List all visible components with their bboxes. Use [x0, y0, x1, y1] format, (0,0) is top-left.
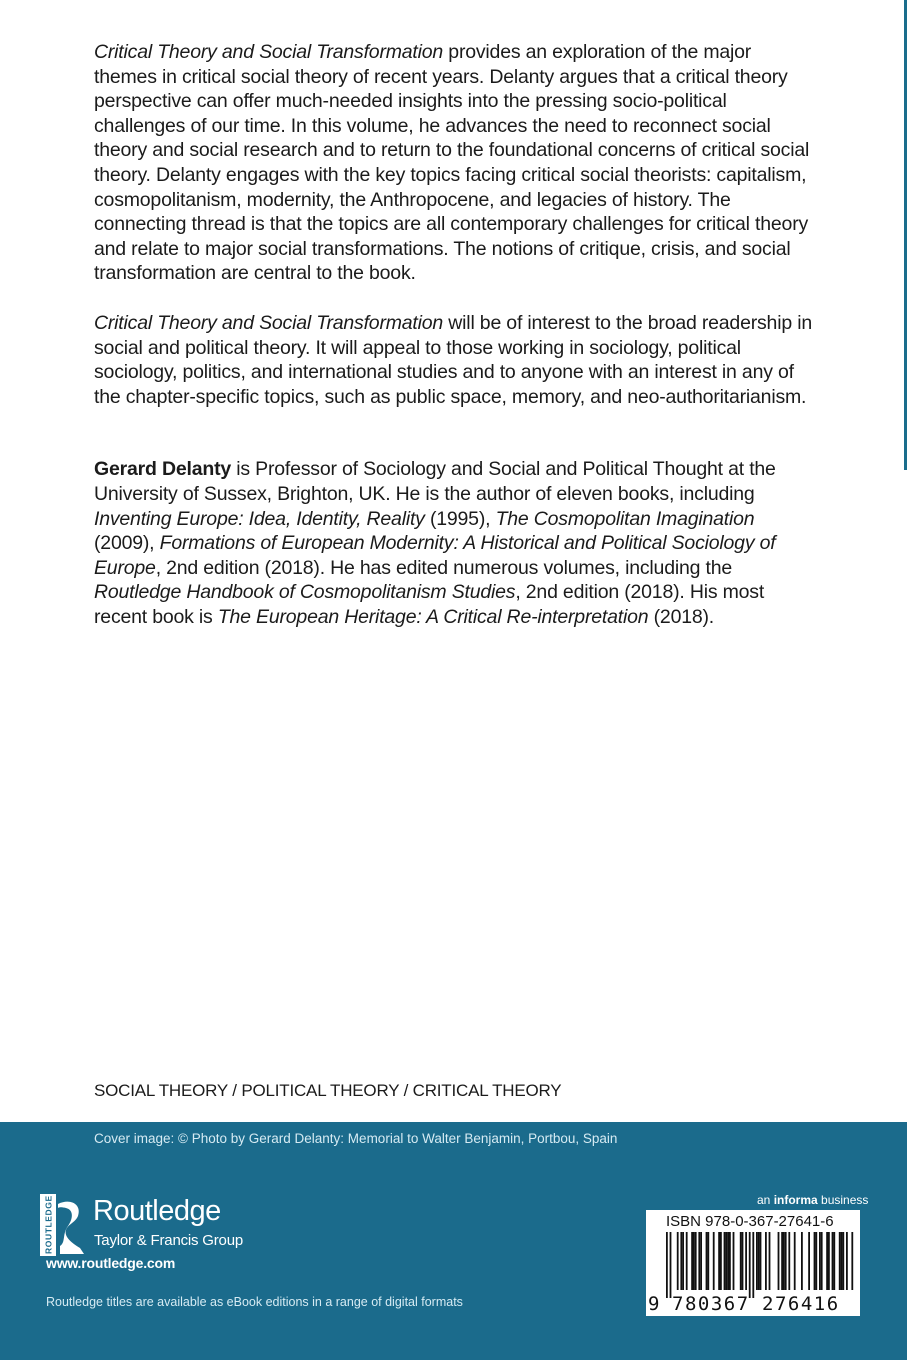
publisher-name: Routledge [93, 1195, 221, 1227]
barcode-bar [682, 1232, 684, 1290]
barcode-bar [788, 1232, 790, 1290]
barcode-bar [745, 1232, 747, 1290]
barcode-bar [666, 1232, 668, 1298]
barcode-bar [749, 1232, 751, 1298]
cover-image-credit: Cover image: © Photo by Gerard Delanty: Memorial to Walter Benjamin, Portbou, Spain [94, 1131, 618, 1146]
barcode-bar [670, 1232, 672, 1298]
ebook-availability-note: Routledge titles are available as eBook editions in a range of digital formats [46, 1295, 463, 1309]
barcode-bar [765, 1232, 767, 1290]
barcode-bar [729, 1232, 731, 1290]
barcode-bar [677, 1232, 679, 1290]
barcode-bar [819, 1232, 821, 1290]
description-paragraph-2: Critical Theory and Social Transformation will be of interest to the broad readership in social and political theory. It will appeal to those working in sociology, political sociology, politics, and international studies and to anyone with an interest in any of the chapter-specific topics, such as public space, memory, and neo-authoritarianism. [94, 311, 812, 408]
barcode-bar [733, 1232, 735, 1290]
barcode-bar [691, 1232, 693, 1290]
barcode-bar [718, 1232, 720, 1290]
barcode-bar [756, 1232, 758, 1290]
back-cover-text [94, 40, 814, 629]
barcode-bar [821, 1232, 823, 1290]
barcode-bar [698, 1232, 700, 1290]
barcode-bar [842, 1232, 844, 1290]
description-paragraph-1: Critical Theory and Social Transformation provides an exploration of the major themes in critical social theory of recent years. Delanty argues that a critical theory perspective can offer much-needed insights into the pressing socio-political challenges of our time. In this volume, he advances the need to reconnect social theory and social research and to return to the foundational concerns of critical social theory. Delanty engages with the key topics facing critical social theorists: capitalism, cosmopolitanism, modernity, the Anthropocene, and legacies of history. The connecting thread is that the topics are all contemporary challenges for critical theory and relate to major social transformations. The notions of critique, crisis, and social transformation are central to the book. [94, 41, 810, 285]
barcode-bar [833, 1232, 835, 1290]
barcode-bar [832, 1232, 834, 1290]
barcode-bar [724, 1232, 726, 1290]
barcode-bar [720, 1232, 722, 1290]
barcode-bar [707, 1232, 709, 1290]
book-title-italic: Critical Theory and Social Transformation [94, 41, 444, 63]
barcode-bar [727, 1232, 729, 1290]
barcode-first-digit: 9 [648, 1293, 660, 1315]
isbn-barcode [646, 1210, 860, 1316]
barcode-bar [814, 1232, 816, 1290]
barcode-bar [851, 1232, 853, 1290]
author-bio: Gerard Delanty is Professor of Sociology and Social and Political Thought at the University of Sussex, Brighton, UK. He is the author of eleven books, including Inventing Europe: Idea, Identity, Reality (1995), The Cosmopolitan Imagination (2009), Formations of European Modernity: A Historical and Political Sociology of Europe, 2nd edition (2018). He has edited numerous volumes, including the Routledge Handbook of Cosmopolitanism Studies, 2nd edition (2018). His most recent book is The European Heritage: A Critical Re-interpretation (2018). [94, 458, 776, 628]
barcode-bar [801, 1232, 803, 1290]
barcode-bar [841, 1232, 843, 1290]
barcode-bar [778, 1232, 780, 1290]
barcode-bar [781, 1232, 783, 1290]
barcode-bar [700, 1232, 702, 1290]
barcode-bar [769, 1232, 771, 1290]
book-title-italic: Critical Theory and Social Transformation [94, 311, 444, 334]
barcode-bar [758, 1232, 760, 1290]
barcode-bar [785, 1232, 787, 1290]
barcode-bar [695, 1232, 697, 1290]
barcode-bar [846, 1232, 848, 1290]
informa-business-tagline: an informa business [757, 1193, 869, 1207]
logo-vertical-text: ROUTLEDGE [43, 1195, 54, 1254]
barcode-bar [686, 1232, 688, 1290]
routledge-logo-icon [40, 1194, 88, 1256]
barcode-bar [808, 1232, 810, 1290]
author-name: Gerard Delanty [94, 458, 232, 481]
barcode-bar [706, 1232, 708, 1290]
barcode-bar [693, 1232, 695, 1290]
publisher-group: Taylor & Francis Group [94, 1232, 243, 1249]
barcode-digits-right: 276416 [762, 1293, 840, 1315]
publisher-url-link[interactable]: www.routledge.com [46, 1255, 176, 1271]
barcode-bar [713, 1232, 715, 1290]
barcode-bar [794, 1232, 796, 1290]
barcode-bar [752, 1232, 754, 1298]
barcode-bar [742, 1232, 744, 1290]
subject-categories: SOCIAL THEORY / POLITICAL THEORY / CRITICAL THEORY [94, 1081, 562, 1100]
barcode-digits-left: 780367 [672, 1293, 750, 1315]
barcode-icon [652, 1232, 854, 1298]
barcode-bar [815, 1232, 817, 1290]
barcode-bar [740, 1232, 742, 1290]
barcode-bar [783, 1232, 785, 1290]
barcode-bar [839, 1232, 841, 1290]
barcode-bar [725, 1232, 727, 1290]
barcode-bar [680, 1232, 682, 1290]
barcode-bar [760, 1232, 762, 1290]
isbn-number: ISBN 978-0-367-27641-6 [666, 1213, 834, 1230]
barcode-bar [828, 1232, 830, 1290]
barcode-bar [826, 1232, 828, 1290]
